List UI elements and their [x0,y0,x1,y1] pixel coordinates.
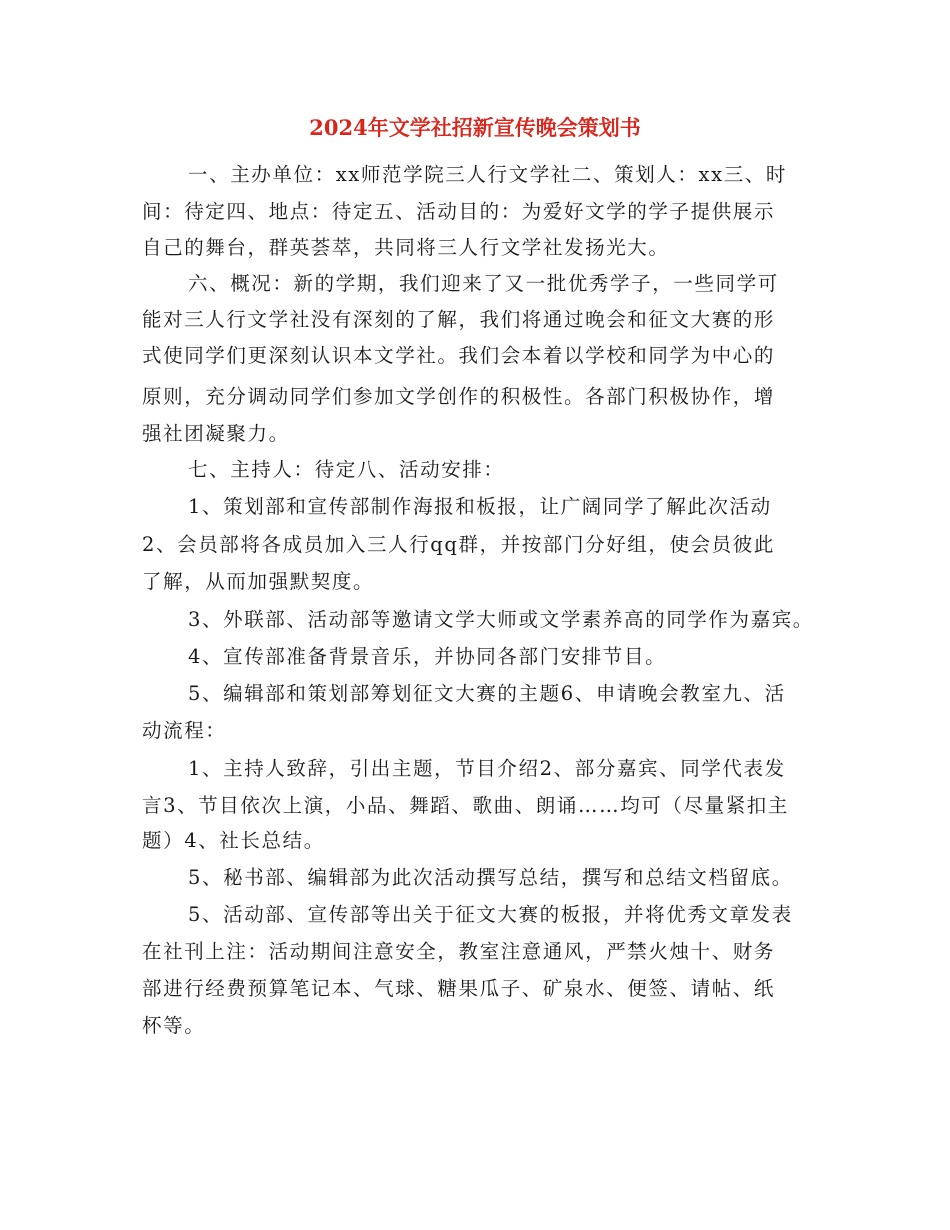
paragraph-line: 七、主持人：待定八、活动安排： [188,458,505,481]
paragraph-line: 4、宣传部准备背景音乐，并协同各部门安排节目。 [188,645,667,668]
paragraph-line: 5、秘书部、编辑部为此次活动撰写总结，撰写和总结文档留底。 [188,866,793,889]
paragraph-line: 六、概况：新的学期，我们迎来了又一批优秀学子，一些同学可 [188,272,779,295]
paragraph-line: 题）4、社长总结。 [142,829,325,852]
paragraph-line: 1、主持人致辞，引出主题，节目介绍2、部分嘉宾、同学代表发 [188,757,786,780]
paragraph-line: 1、策划部和宣传部制作海报和板报，让广阔同学了解此次活动 [188,495,772,518]
paragraph-line: 5、活动部、宣传部等出关于征文大赛的板报，并将优秀文章发表 [188,903,793,926]
document-title: 2024年文学社招新宣传晚会策划书 [309,115,641,140]
paragraph-line: 原则，充分调动同学们参加文学创作的积极性。各部门积极协作，增 [142,385,776,408]
paragraph-line: 能对三人行文学社没有深刻的了解，我们将通过晚会和征文大赛的形 [142,308,776,331]
paragraph-line: 5、编辑部和策划部筹划征文大赛的主题6、申请晚会教室九、活 [188,682,786,705]
paragraph-line: 自己的舞台，群英荟萃，共同将三人行文学社发扬光大。 [142,236,670,259]
paragraph-line: 一、主办单位：xx师范学院三人行文学社二、策划人：xx三、时 [188,163,787,186]
paragraph-line: 式使同学们更深刻认识本文学社。我们会本着以学校和同学为中心的 [142,344,776,367]
paragraph-line: 了解，从而加强默契度。 [142,570,375,593]
paragraph-line: 2、会员部将各成员加入三人行qq群，并按部门分好组，使会员彼此 [142,533,775,556]
paragraph-line: 间：待定四、地点：待定五、活动目的：为爱好文学的学子提供展示 [142,200,776,223]
paragraph-line: 3、外联部、活动部等邀请文学大师或文学素养高的同学作为嘉宾。 [188,608,814,631]
paragraph-line: 在社刊上注：活动期间注意安全，教室注意通风，严禁火烛十、财务 [142,940,776,963]
paragraph-line: 部进行经费预算笔记本、气球、糖果瓜子、矿泉水、便签、请帖、纸 [142,977,776,1000]
paragraph-line: 强社团凝聚力。 [142,422,290,445]
paragraph-line: 言3、节目依次上演，小品、舞蹈、歌曲、朗诵……均可（尽量紧扣主 [142,794,790,817]
paragraph-line: 杯等。 [142,1014,206,1037]
paragraph-line: 动流程： [142,719,227,742]
